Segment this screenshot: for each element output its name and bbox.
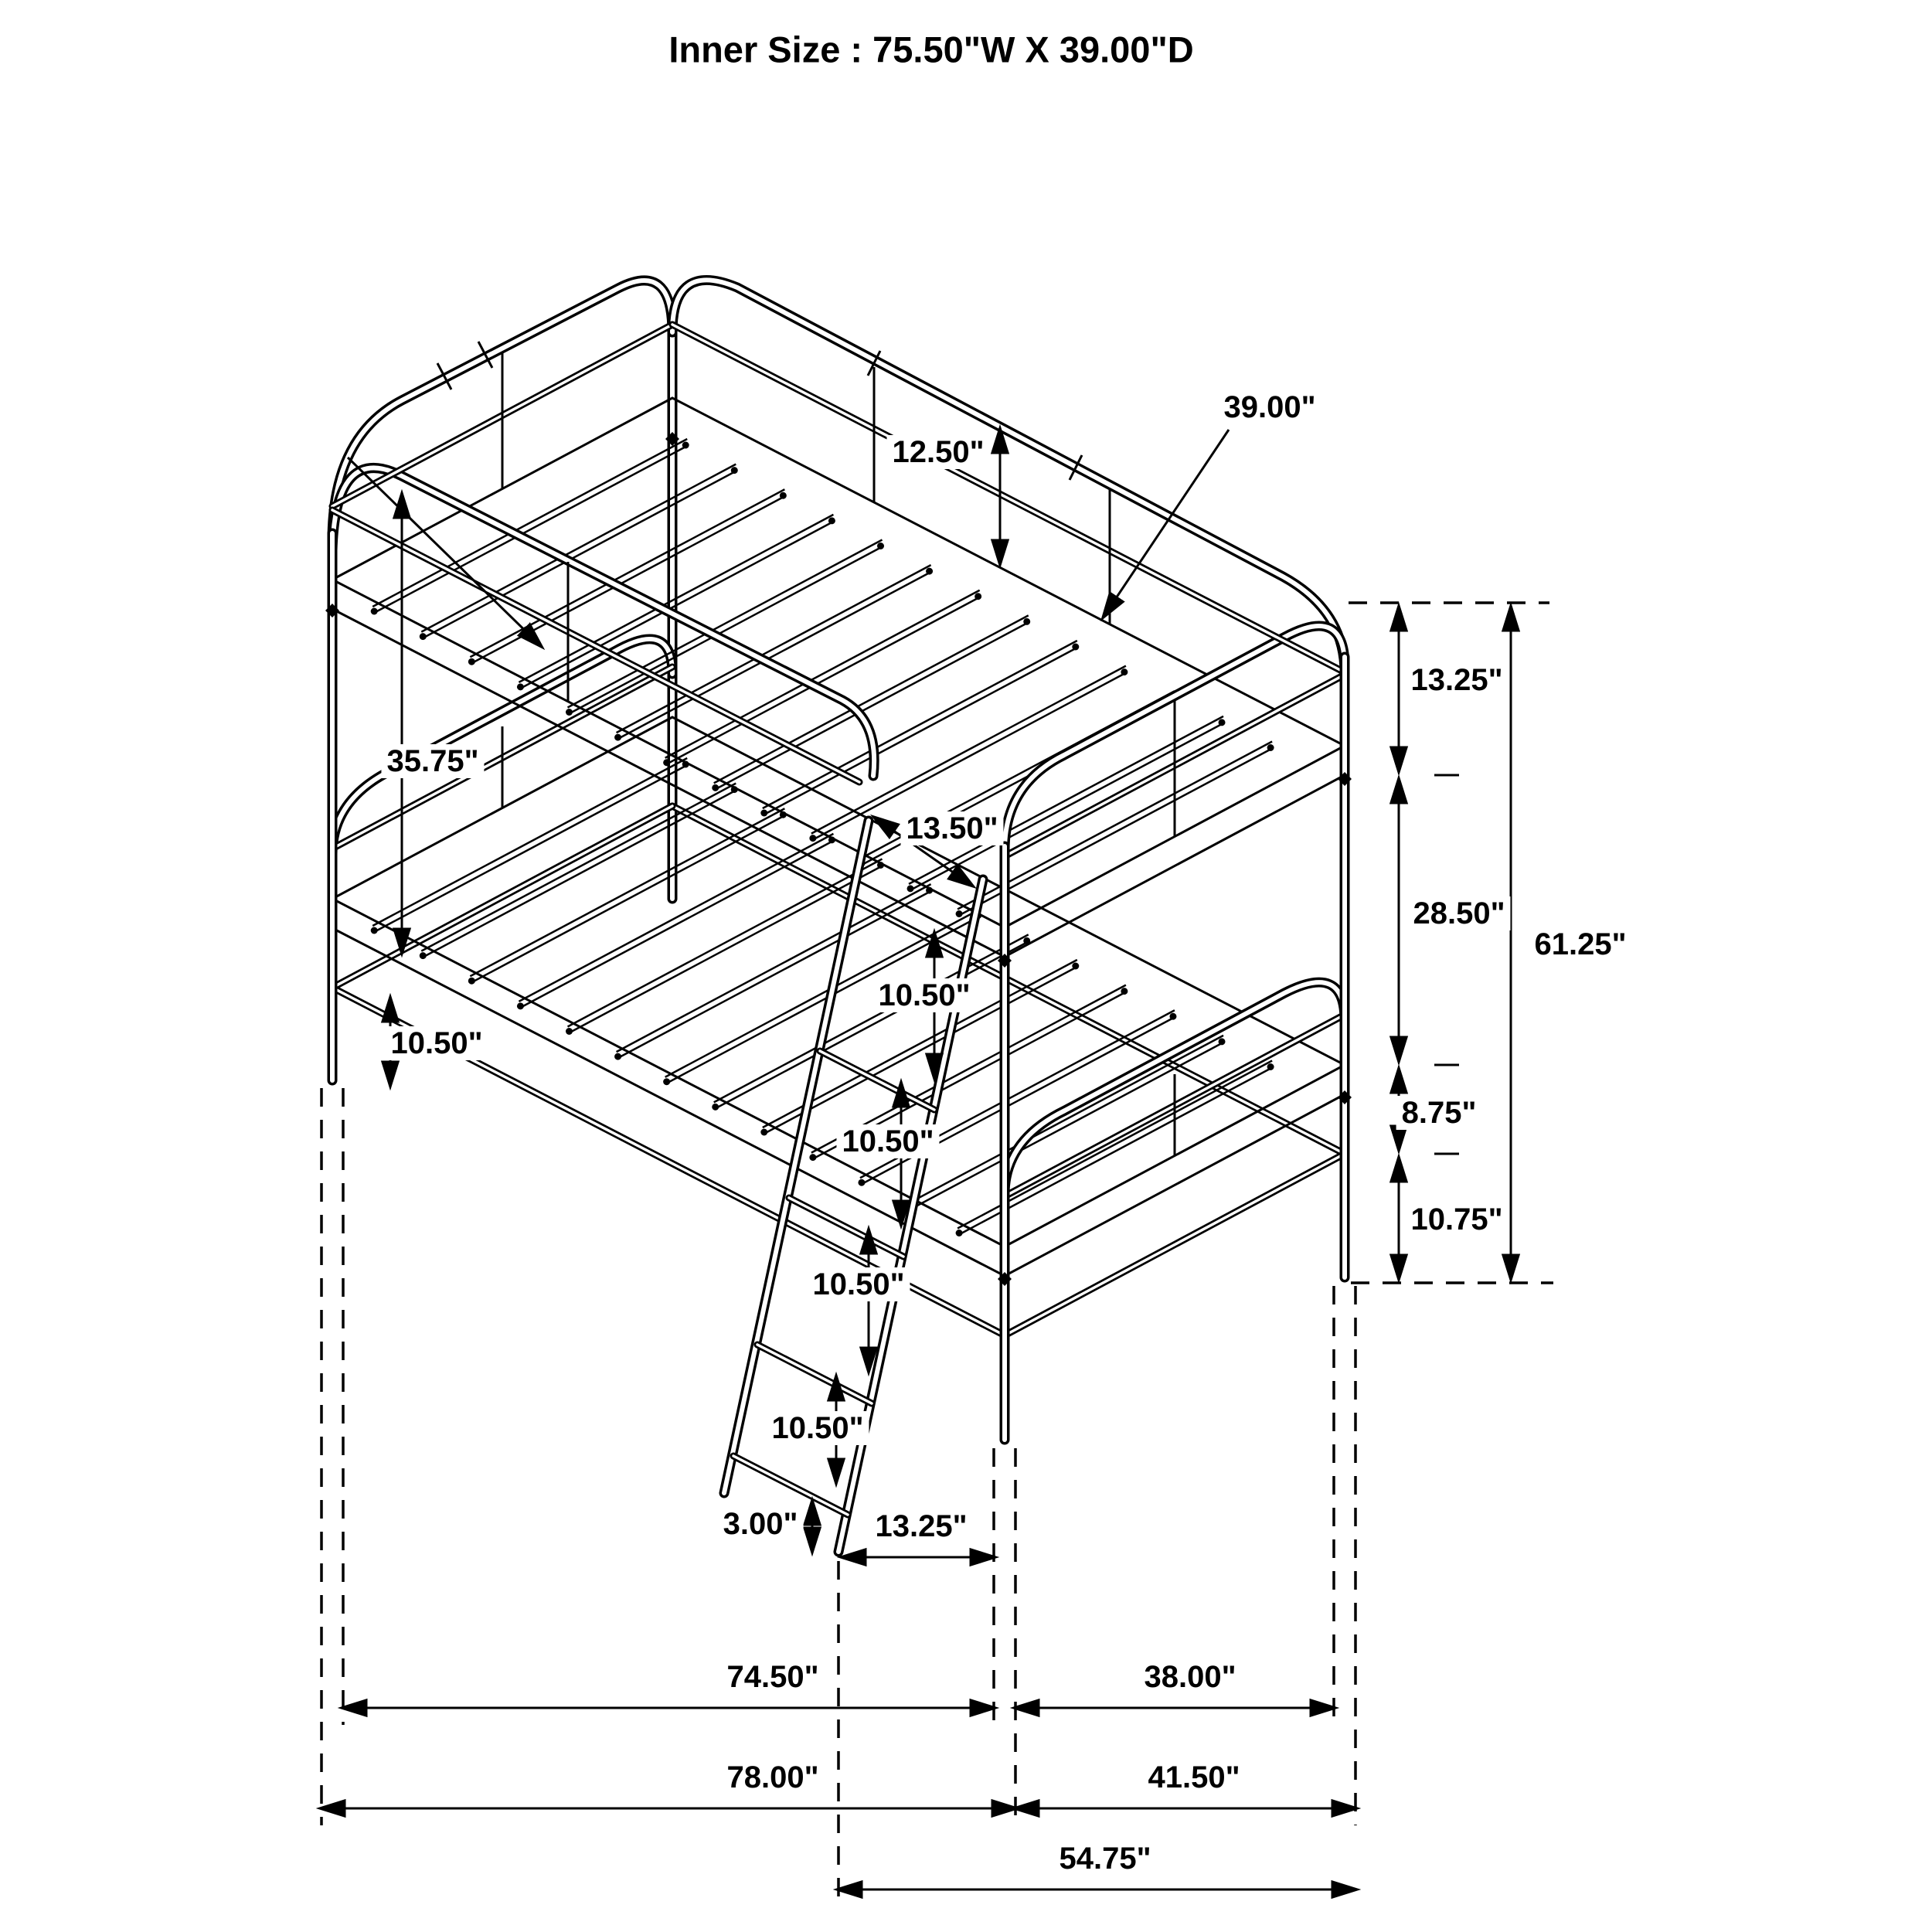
bed-frame <box>325 280 1352 1552</box>
dim-label-overall-depth: 41.50" <box>1142 1760 1245 1794</box>
dim-label-inner-depth-top: 39.00" <box>1218 390 1321 424</box>
dim-label-ladder-foot-to-leg: 13.25" <box>869 1509 972 1543</box>
dim-label-ladder-floor-span: 54.75" <box>1053 1842 1156 1876</box>
dim-label-upper-section: 13.25" <box>1405 663 1508 697</box>
lower-deck-band <box>332 717 1345 1276</box>
dim-label-rung-spacing-4: 10.50" <box>766 1411 869 1445</box>
dim-label-entry-gap: 13.50" <box>900 811 1003 845</box>
dim-label-inner-depth-floor: 38.00" <box>1138 1660 1241 1694</box>
height-dimension-arrows <box>1399 607 1511 1278</box>
diagram-title: Inner Size : 75.50"W X 39.00"D <box>668 29 1194 70</box>
dim-label-rung-spacing-1: 10.50" <box>872 978 975 1012</box>
lower-deck-slats <box>371 758 1274 1236</box>
dim-label-overall-height: 61.25" <box>1529 927 1631 961</box>
dim-label-ladder-foot-gap: 3.00" <box>718 1507 804 1541</box>
dim-label-under-clearance: 10.75" <box>1405 1202 1508 1236</box>
dim-label-rung-spacing-2: 10.50" <box>836 1124 939 1158</box>
dim-label-lower-bunk-to-floor: 10.50" <box>385 1026 488 1060</box>
dim-label-overall-length: 78.00" <box>721 1760 824 1794</box>
dim-label-inner-length: 74.50" <box>721 1660 824 1694</box>
left-dimension-arrows <box>390 495 402 1085</box>
dimension-graphics <box>321 430 1553 1903</box>
dim-label-between-bunks: 28.50" <box>1407 896 1510 930</box>
dim-label-lower-frame: 8.75" <box>1396 1096 1482 1130</box>
dim-label-rung-spacing-3: 10.50" <box>807 1267 910 1301</box>
dim-label-rail-to-lower-bunk: 35.75" <box>381 744 484 778</box>
dim-label-guard-rail-height: 12.50" <box>886 435 989 469</box>
top-dimension-arrows <box>348 430 1229 886</box>
lower-under-rails <box>332 806 1345 1335</box>
upper-bunk <box>332 280 1345 957</box>
